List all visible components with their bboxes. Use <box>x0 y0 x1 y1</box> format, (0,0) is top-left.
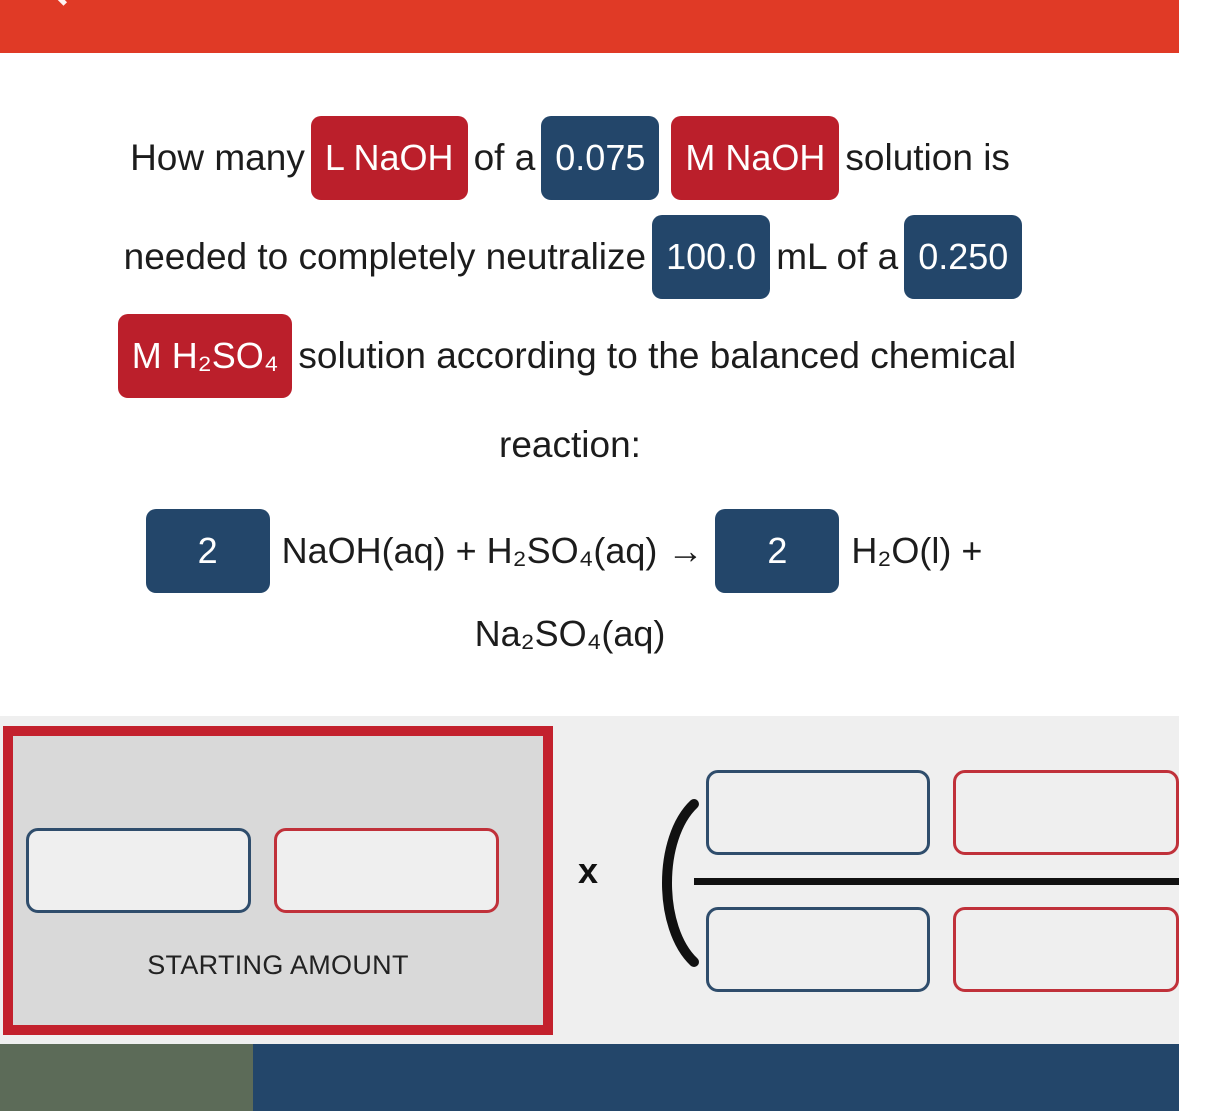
question-text-segment: solution is <box>845 136 1010 178</box>
question-text-segment: mL of a <box>776 235 899 277</box>
question-line-4 <box>0 405 1140 485</box>
question-text-segment: solution according to the balanced chemical <box>298 334 1017 376</box>
question-text-segment: How many <box>130 136 305 178</box>
numerator-value-input[interactable] <box>706 770 930 855</box>
starting-amount-label: STARTING AMOUNT <box>147 950 409 980</box>
denominator-value-input[interactable] <box>706 907 930 992</box>
value-chip-0075[interactable]: 0.075 <box>541 116 659 200</box>
question-text-segment: of a <box>473 136 536 178</box>
starting-value-input[interactable] <box>26 828 251 913</box>
question-text-segment: needed to completely neutralize <box>123 235 647 277</box>
question-text-segment: reaction: <box>499 424 641 465</box>
balanced-equation <box>0 508 1140 674</box>
right-margin <box>1179 0 1210 1111</box>
back-arrow-icon[interactable] <box>47 0 80 6</box>
starting-amount-box[interactable] <box>3 726 553 1035</box>
numerator-unit-input[interactable] <box>953 770 1179 855</box>
equation-reactants: NaOH(aq) + H₂SO₄(aq) → <box>281 530 704 571</box>
unit-chip-m-naoh[interactable]: M NaOH <box>671 116 839 200</box>
multiply-operator: x <box>578 850 599 891</box>
denominator-unit-input[interactable] <box>953 907 1179 992</box>
coefficient-chip-h2o[interactable]: 2 <box>715 509 839 593</box>
bottom-bar-left-segment <box>0 1044 253 1111</box>
value-chip-0250[interactable]: 0.250 <box>904 215 1022 299</box>
unit-chip-m-h2so4[interactable]: M H₂SO₄ <box>118 314 293 398</box>
equation-line-2 <box>0 594 1140 674</box>
equation-line-1 <box>0 508 1140 594</box>
fraction-bar <box>694 878 1179 885</box>
header-bar <box>0 0 1179 53</box>
starting-unit-input[interactable] <box>274 828 499 913</box>
question-text <box>0 108 1140 485</box>
equation-product-salt: Na₂SO₄(aq) <box>474 613 666 654</box>
value-chip-1000[interactable]: 100.0 <box>652 215 770 299</box>
equation-product-water: H₂O(l) + <box>851 530 983 571</box>
question-line-3 <box>0 306 1140 405</box>
unit-chip-l-naoh[interactable]: L NaOH <box>311 116 468 200</box>
coefficient-chip-naoh[interactable]: 2 <box>146 509 270 593</box>
question-line-1 <box>0 108 1140 207</box>
bottom-bar <box>253 1044 1179 1111</box>
question-line-2 <box>0 207 1140 306</box>
